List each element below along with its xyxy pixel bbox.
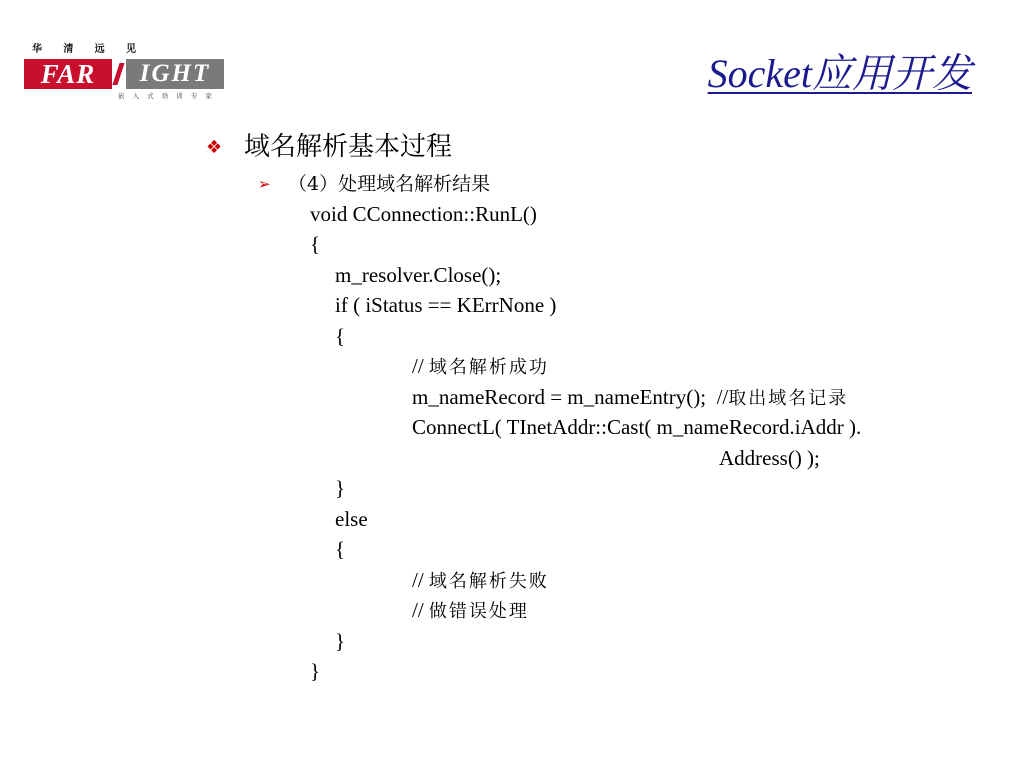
bullet-level-1 bbox=[206, 130, 452, 164]
code-line: else bbox=[335, 507, 368, 531]
company-logo bbox=[24, 44, 228, 102]
comment-text: 域名解析成功 bbox=[428, 357, 549, 378]
code-line: { bbox=[310, 232, 321, 256]
logo-wordmark bbox=[24, 59, 224, 89]
comment-text: 域名解析失败 bbox=[428, 571, 549, 592]
comment-text: 取出域名记录 bbox=[728, 388, 849, 409]
logo-char: 清 bbox=[63, 44, 74, 55]
comment-marker: // bbox=[412, 568, 429, 592]
diamond-bullet-icon: ❖ bbox=[206, 136, 223, 158]
code-line: m_resolver.Close(); bbox=[335, 263, 502, 287]
arrow-bullet-icon: ➢ bbox=[258, 175, 271, 193]
code-line: if ( iStatus == KErrNone ) bbox=[335, 293, 557, 317]
logo-separator bbox=[112, 59, 126, 89]
logo-char: 远 bbox=[94, 44, 105, 55]
code-line: { bbox=[335, 537, 346, 561]
code-line: } bbox=[335, 629, 346, 653]
code-line: { bbox=[335, 324, 346, 348]
slide-title: Socket应用开发 bbox=[707, 51, 972, 96]
logo-char: 见 bbox=[125, 44, 136, 55]
code-line bbox=[412, 384, 848, 412]
code-line: } bbox=[335, 476, 346, 500]
code-comment-line bbox=[412, 567, 549, 595]
code-line: } bbox=[310, 659, 321, 683]
code-line: Address() ); bbox=[719, 446, 820, 470]
bullet-level-1-text: 域名解析基本过程 bbox=[244, 132, 453, 162]
comment-marker: // bbox=[412, 598, 429, 622]
logo-ight: IGHT bbox=[126, 59, 224, 89]
code-comment-line bbox=[412, 597, 529, 625]
code-comment-line bbox=[412, 353, 549, 381]
comment-text: 做错误处理 bbox=[428, 601, 529, 622]
code-text: m_nameRecord = m_nameEntry(); // bbox=[412, 385, 729, 409]
logo-char: 华 bbox=[32, 44, 42, 55]
bullet-level-2 bbox=[258, 171, 490, 197]
bullet-level-2-text: （4）处理域名解析结果 bbox=[288, 173, 491, 195]
logo-far: FAR bbox=[24, 59, 112, 89]
code-line: ConnectL( TInetAddr::Cast( m_nameRecord.iAddr ). bbox=[412, 415, 862, 439]
code-line: void CConnection::RunL() bbox=[310, 202, 537, 226]
logo-tagline: 嵌 入 式 培 训 专 家 bbox=[118, 92, 215, 100]
logo-chinese-name bbox=[32, 44, 136, 56]
comment-marker: // bbox=[412, 354, 429, 378]
